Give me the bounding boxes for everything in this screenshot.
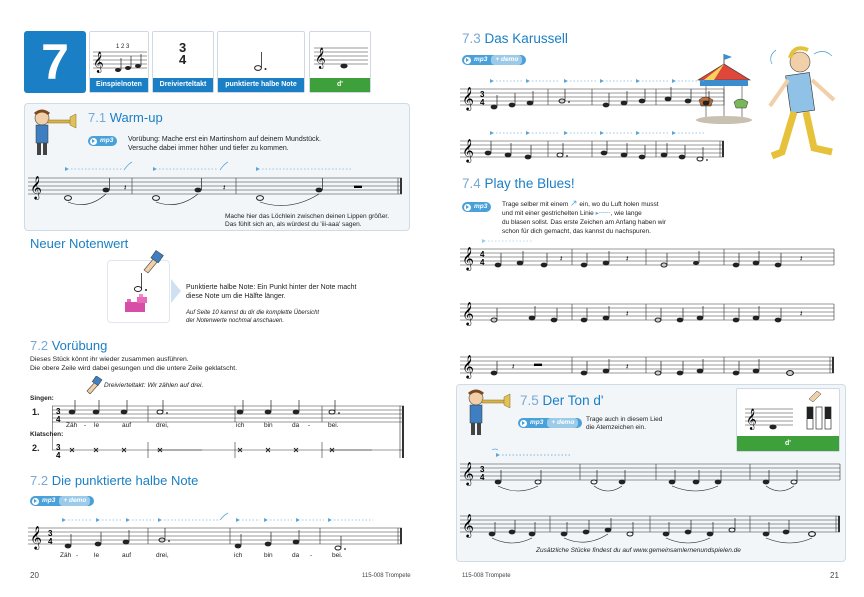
row-label-1: 1. <box>32 407 40 417</box>
svg-text:𝄞: 𝄞 <box>30 175 42 199</box>
svg-text:4: 4 <box>56 451 61 460</box>
section-title-74: 7.4 Play the Blues! <box>462 176 575 191</box>
svg-text:𝄽: 𝄽 <box>124 183 127 192</box>
staff-ton-d-2 <box>460 502 844 548</box>
row-label-2: 2. <box>32 443 40 453</box>
card-caption: punktierte halbe Note <box>218 78 304 92</box>
mp3-demo-badge[interactable]: mp3 + demo <box>30 496 94 506</box>
dashed-line-icon: ▸╌╌╌ <box>595 210 611 217</box>
svg-text:𝄞: 𝄞 <box>462 138 474 162</box>
staff-karussell-1 <box>460 75 728 119</box>
pointing-hand-icon <box>84 376 104 394</box>
svg-text:𝄽: 𝄽 <box>626 254 629 263</box>
svg-text:𝄞: 𝄞 <box>462 461 474 485</box>
svg-text:▬: ▬ <box>354 181 362 190</box>
right-page <box>432 0 864 597</box>
svg-text:𝄽: 𝄽 <box>560 254 563 263</box>
staff-blues-1 <box>460 235 838 275</box>
svg-text:𝄽: 𝄽 <box>626 309 629 318</box>
svg-text:3: 3 <box>56 443 61 452</box>
pointing-hand-icon <box>140 248 164 274</box>
svg-text:4: 4 <box>48 537 53 546</box>
svg-text:𝄞: 𝄞 <box>746 409 757 430</box>
vorubung-text-1: Dieses Stück könnt ihr wieder zusammen ausführen. <box>30 356 189 363</box>
card-caption: d' <box>310 78 370 92</box>
svg-text:3: 3 <box>480 90 485 99</box>
staff-blues-2 <box>460 290 838 330</box>
page-number-right: 21 <box>830 571 839 580</box>
card-caption: Dreivierteltakt <box>153 78 213 92</box>
fingering-numbers: 1 2 3 <box>116 44 130 50</box>
label-klatschen: Klatschen: <box>30 431 64 438</box>
neuer-text-2: diese Note um die Hälfte länger. <box>186 293 286 300</box>
neuer-italic-2: der Notenwerte nochmal anschauen. <box>186 318 285 324</box>
staff-icon <box>90 34 150 78</box>
breath-mark-icon: ↗ <box>570 198 578 208</box>
svg-text:𝄞: 𝄞 <box>315 48 326 69</box>
footer-code-left: 115-008 Trompete <box>362 573 411 579</box>
neuer-text-1: Punktierte halbe Note: Ein Punkt hinter der Note macht <box>186 284 357 291</box>
mp3-demo-badge[interactable]: mp3 + demo <box>518 418 582 428</box>
warmup-text-2: Versuche dabei immer höher und tiefer zu kommen. <box>128 145 289 152</box>
warmup-note-1: Mache hier das Löchlein zwischen deinen Lippen größer. <box>225 213 390 220</box>
note-d-fingering-icon <box>737 391 841 439</box>
ton-d-text-2: die Atemzeichen ein. <box>586 424 646 431</box>
dotted-half-note-icon <box>218 34 306 78</box>
svg-text:4: 4 <box>480 98 485 107</box>
header-card-dreivierteltakt <box>152 31 214 93</box>
blues-text: Trage selber mit einem ↗ ein, wo du Luft holen musst und mit einer gestrichelten Linie ▸╌╌╌, wie lange du blasen sollst. Das erste Zeichen am Anfang haben wir schon für dich gemacht, das kannst du nachspuren. <box>502 198 667 235</box>
svg-text:4: 4 <box>480 250 485 259</box>
card-caption: d' <box>737 436 839 451</box>
svg-text:4: 4 <box>480 258 485 267</box>
svg-text:𝄽: 𝄽 <box>223 183 226 192</box>
note-d-icon <box>310 34 372 78</box>
mp3-badge[interactable]: mp3 <box>88 136 117 146</box>
warmup-note-2: Das fühlt sich an, als würdest du 'iii-aaa' sagen. <box>225 221 362 228</box>
svg-text:𝄞: 𝄞 <box>30 525 42 549</box>
svg-text:𝄞: 𝄞 <box>462 354 474 378</box>
svg-text:4: 4 <box>56 415 61 424</box>
trumpet-player-icon <box>462 388 514 438</box>
mp3-badge[interactable]: mp3 <box>462 202 491 212</box>
section-title-neuer-notenwert: Neuer Notenwert <box>30 236 129 251</box>
pointer-triangle <box>171 279 181 303</box>
time-signature-icon: 3 4 <box>179 40 187 67</box>
svg-text:𝄞: 𝄞 <box>462 246 474 270</box>
svg-text:▬: ▬ <box>534 359 542 368</box>
svg-text:3: 3 <box>48 529 53 538</box>
warmup-text-1: Vorübung: Mache erst ein Martinshorn auf deinem Mundstück. <box>128 136 321 143</box>
svg-text:3: 3 <box>480 465 485 474</box>
header-card-punktierte <box>217 31 305 93</box>
footer-code-right: 115-008 Trompete <box>462 573 511 579</box>
staff-punktierte <box>28 510 406 554</box>
chapter-number: 7 <box>24 31 86 93</box>
section-title-72-vorubung: 7.2 Vorübung <box>30 338 108 353</box>
card-caption: Einspielnoten <box>90 78 148 92</box>
additional-pieces-link[interactable]: Zusätzliche Stücke findest du auf www.gemeinsamlernenundspielen.de <box>536 547 741 554</box>
ton-d-card <box>736 388 840 452</box>
svg-text:4: 4 <box>480 473 485 482</box>
header-card-einspielnoten <box>89 31 149 93</box>
trumpet-player-icon <box>28 108 78 158</box>
section-title-72-punktierte: 7.2 Die punktierte halbe Note <box>30 473 199 488</box>
section-title-71: 7.1 Warm-up <box>88 110 163 125</box>
svg-text:3: 3 <box>56 407 61 416</box>
ton-d-text-1: Trage auch in diesem Lied <box>586 416 663 423</box>
staff-warmup <box>28 160 406 212</box>
svg-text:𝄽: 𝄽 <box>800 309 803 318</box>
svg-text:𝄽: 𝄽 <box>626 362 629 371</box>
vorubung-text-2: Die obere Zeile wird dabei gesungen und die untere Zeile geklatscht. <box>30 365 238 372</box>
mp3-demo-badge[interactable]: mp3 + demo <box>462 55 526 65</box>
svg-text:𝄞: 𝄞 <box>93 52 104 73</box>
svg-text:𝄞: 𝄞 <box>462 513 474 537</box>
svg-text:𝄞: 𝄞 <box>462 86 474 110</box>
section-title-75: 7.5 Der Ton d' <box>520 393 604 408</box>
header-card-d <box>309 31 371 93</box>
svg-text:𝄽: 𝄽 <box>512 362 515 371</box>
label-singen: Singen: <box>30 395 54 402</box>
lyrics-punktierte: Zäh - le auf drei, ich bin da - bei. <box>60 552 343 559</box>
staff-karussell-2 <box>460 127 728 171</box>
neuer-italic-1: Auf Seite 10 kannst du dir die komplette Übersicht <box>186 310 320 316</box>
lyrics-vorubung: Zäh - le auf drei, ich bin da - bei. <box>66 422 339 429</box>
svg-text:𝄽: 𝄽 <box>800 254 803 263</box>
section-title-73: 7.3 Das Karussell <box>462 31 568 46</box>
staff-blues-3 <box>460 343 838 383</box>
page-number-left: 20 <box>30 571 39 580</box>
staff-ton-d-1 <box>460 448 844 498</box>
svg-text:𝄞: 𝄞 <box>462 301 474 325</box>
vorubung-hint: Dreivierteltakt: Wir zählen auf drei. <box>104 382 204 389</box>
